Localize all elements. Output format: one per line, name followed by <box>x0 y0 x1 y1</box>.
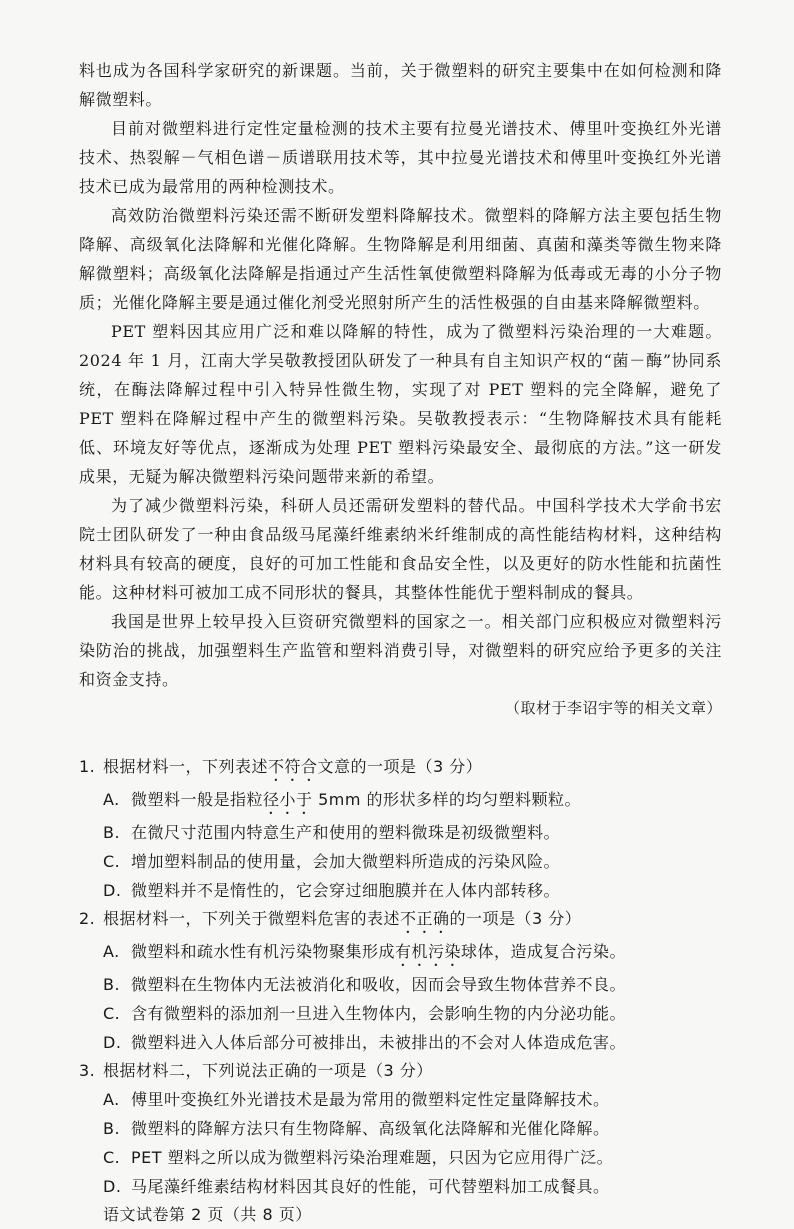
option-letter: D. <box>103 1033 122 1052</box>
reading-passage <box>79 56 722 723</box>
option-text: 微塑料的降解方法只有生物降解、高级氧化法降解和光催化降解。 <box>131 1119 610 1138</box>
option-letter: A. <box>103 1090 120 1109</box>
question-number: 3. <box>79 1061 96 1080</box>
stem-text: 根据材料一，下列关于微塑料危害的表述 <box>103 909 401 928</box>
option-a[interactable] <box>103 785 722 818</box>
question-stem <box>79 905 722 937</box>
option-letter: A. <box>103 942 120 961</box>
option-letter: C. <box>103 1148 121 1167</box>
passage-paragraph: 我国是世界上较早投入巨资研究微塑料的国家之一。相关部门应积极应对微塑料污染防治的挑战，加强塑料生产监管和塑料消费引导，对微塑料的研究应给予更多的关注和资金支持。 <box>79 612 722 689</box>
option-text: 傅里叶变换红外光谱技术是最为常用的微塑料定性定量降解技术。 <box>131 1090 610 1109</box>
option-text: 微塑料进入人体后部分可被排出，未被排出的不会对人体造成危害。 <box>131 1033 627 1052</box>
option-letter: A. <box>103 790 120 809</box>
page-footer: 语文试卷第 2 页（共 8 页） <box>103 1205 312 1224</box>
option-text: 球体，造成复合污染。 <box>461 942 627 961</box>
option-text: 微塑料并不是惰性的，它会穿过细胞膜并在人体内部转移。 <box>131 881 561 900</box>
passage-paragraph: 为了减少微塑料污染，科研人员还需研发塑料的替代品。中国科学技术大学俞书宏院士团队研发了一种由食品级马尾藻纤维素纳米纤维制成的高性能结构材料，这种结构材料具有较高的硬度，良好的可加工性能和食品安全性，以及更好的防水性能和抗菌性能。这种材料可被加工成不同形状的餐具，其整体性能优于塑料制成的餐具。 <box>79 496 722 602</box>
question-list <box>79 753 722 1229</box>
option-letter: D. <box>103 1177 122 1196</box>
option-text: 增加塑料制品的使用量，会加大微塑料所造成的污染风险。 <box>131 852 561 871</box>
question-number: 2. <box>79 909 96 928</box>
stem-text: 根据材料二，下列说法正确的一项是（3 分） <box>103 1061 433 1080</box>
option-text: 微塑料和疏水性有机污染物聚集形成 <box>131 942 396 961</box>
option-text: 微塑料在生物体内无法被消化和吸收，因而会导致生物体营养不良。 <box>131 975 627 994</box>
stem-emphasis: 不正确 <box>400 909 450 928</box>
option-emphasis: 有机污染 <box>395 942 462 961</box>
option-text: 微塑料一般是指粒 <box>131 790 264 809</box>
option-text: 在微尺寸范围内特意生产和使用的塑料微珠是初级微塑料。 <box>131 823 561 842</box>
option-b[interactable] <box>103 970 722 999</box>
option-letter: B. <box>103 1119 121 1138</box>
source-citation: （取材于李诏宇等的相关文章） <box>504 699 722 717</box>
option-a[interactable] <box>103 937 722 970</box>
option-d[interactable] <box>103 1172 722 1201</box>
passage-paragraph: PET 塑料因其应用广泛和难以降解的特性，成为了微塑料污染治理的一大难题。2024 年 1 月，江南大学吴敬教授团队研发了一种具有自主知识产权的“菌－酶”协同系统，在酶法降解过程中引入特异性微生物，实现了对 PET 塑料的完全降解，避免了 PET 塑料在降解过程中产生的微塑料污染。吴敬教授表示：“生物降解技术具有能耗低、环境友好等优点，逐渐成为处理 PET 塑料污染最安全、最彻底的方法。”这一研发成果，无疑为解决微塑料污染问题带来新的希望。 <box>79 322 722 486</box>
option-emphasis: 径小于 <box>263 790 313 809</box>
stem-emphasis: 不符合 <box>268 757 318 776</box>
option-text: 含有微塑料的添加剂一旦进入生物体内，会影响生物的内分泌功能。 <box>131 1004 627 1023</box>
option-letter: C. <box>103 852 121 871</box>
option-letter: D. <box>103 881 122 900</box>
question-3 <box>79 1057 722 1201</box>
option-a[interactable] <box>103 1085 722 1114</box>
stem-text: 的一项是（3 分） <box>449 909 582 928</box>
passage-paragraph: 目前对微塑料进行定性定量检测的技术主要有拉曼光谱技术、傅里叶变换红外光谱技术、热裂解－气相色谱－质谱联用技术等，其中拉曼光谱技术和傅里叶变换红外光谱技术已成为最常用的两种检测技术。 <box>79 119 722 196</box>
option-letter: B. <box>103 823 121 842</box>
option-b[interactable] <box>103 818 722 847</box>
option-c[interactable] <box>103 847 722 876</box>
option-text: 5mm 的形状多样的均匀塑料颗粒。 <box>312 790 582 809</box>
question-2 <box>79 905 722 1057</box>
option-letter: B. <box>103 975 121 994</box>
question-number: 1. <box>79 757 96 776</box>
option-d[interactable] <box>103 1028 722 1057</box>
question-1 <box>79 753 722 905</box>
stem-text: 文意的一项是（3 分） <box>317 757 483 776</box>
question-stem <box>79 753 722 785</box>
option-text: PET 塑料之所以成为微塑料污染治理难题，只因为它应用得广泛。 <box>131 1148 614 1167</box>
option-letter: C. <box>103 1004 121 1023</box>
option-text: 马尾藻纤维素结构材料因其良好的性能，可代替塑料加工成餐具。 <box>131 1177 610 1196</box>
option-c[interactable] <box>103 999 722 1028</box>
question-stem <box>79 1057 722 1085</box>
option-b[interactable] <box>103 1114 722 1143</box>
option-c[interactable] <box>103 1143 722 1172</box>
stem-text: 根据材料一，下列表述 <box>103 757 269 776</box>
passage-paragraph: 料也成为各国科学家研究的新课题。当前，关于微塑料的研究主要集中在如何检测和降解微塑料。 <box>79 61 722 109</box>
passage-paragraph: 高效防治微塑料污染还需不断研发塑料降解技术。微塑料的降解方法主要包括生物降解、高级氧化法降解和光催化降解。生物降解是利用细菌、真菌和藻类等微生物来降解微塑料；高级氧化法降解是指通过产生活性氧使微塑料降解为低毒或无毒的小分子物质；光催化降解主要是通过催化剂受光照射所产生的活性极强的自由基来降解微塑料。 <box>79 206 722 312</box>
option-d[interactable] <box>103 876 722 905</box>
